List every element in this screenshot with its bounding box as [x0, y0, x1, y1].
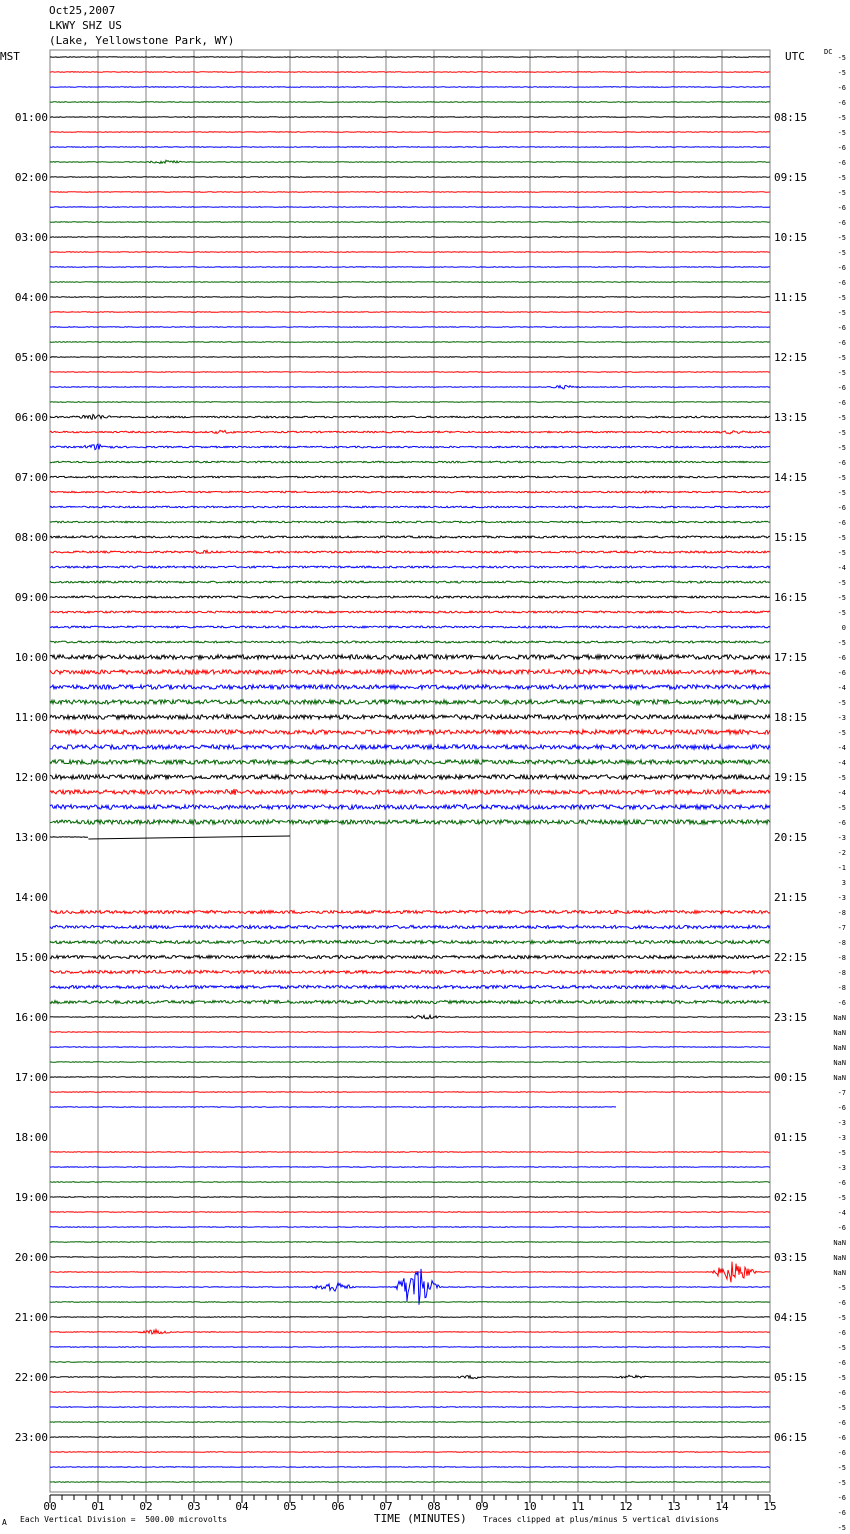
dc-offset-label: -6	[837, 1224, 846, 1232]
right-hour-label: 12:15	[774, 351, 808, 364]
dc-offset-label: -5	[837, 594, 846, 602]
x-tick-label: 12	[619, 1500, 633, 1513]
left-hour-label: 04:00	[14, 291, 48, 304]
left-hour-label: 19:00	[14, 1191, 48, 1204]
trace-line	[50, 685, 770, 690]
x-tick-label: 02	[139, 1500, 153, 1513]
location-label: (Lake, Yellowstone Park, WY)	[49, 34, 235, 47]
trace-line	[50, 1152, 770, 1153]
left-hour-label: 13:00	[14, 831, 48, 844]
left-hour-label: 07:00	[14, 471, 48, 484]
dc-offset-label: -6	[837, 1104, 846, 1112]
x-tick-label: 07	[379, 1500, 393, 1513]
dc-offset-label: -5	[837, 129, 846, 137]
right-hour-label: 09:15	[774, 171, 808, 184]
trace-line	[50, 1375, 770, 1378]
dc-offset-label: -5	[837, 609, 846, 617]
trace-line	[50, 536, 770, 538]
dc-offset-label: -5	[837, 1479, 846, 1487]
dc-offset-label: -5	[837, 474, 846, 482]
trace-line	[50, 1107, 616, 1108]
dc-offset-label: -3	[837, 1119, 846, 1127]
trace-line	[50, 87, 770, 88]
trace-line	[50, 327, 770, 328]
trace-line	[50, 476, 770, 478]
dc-offset-label: -6	[837, 204, 846, 212]
x-tick-label: 09	[475, 1500, 489, 1513]
trace-line	[50, 444, 770, 450]
dc-offset-label: NaN	[833, 1269, 846, 1277]
dc-offset-label: -5	[837, 579, 846, 587]
trace-line	[50, 910, 770, 913]
dc-offset-label: -8	[837, 909, 846, 917]
right-hour-label: 11:15	[774, 291, 808, 304]
right-hour-label: 21:15	[774, 891, 808, 904]
dc-offset-label: -5	[837, 444, 846, 452]
dc-offset-label: -5	[837, 729, 846, 737]
dc-offset-label: NaN	[833, 1044, 846, 1052]
dc-offset-label: -6	[837, 1389, 846, 1397]
right-hour-label: 01:15	[774, 1131, 808, 1144]
right-hour-label: 02:15	[774, 1191, 808, 1204]
trace-line	[50, 581, 770, 583]
right-hour-label: 06:15	[774, 1431, 808, 1444]
dc-offset-label: -6	[837, 1299, 846, 1307]
trace-line	[50, 1392, 770, 1393]
trace-line	[50, 940, 770, 943]
dc-offset-label: -6	[837, 1449, 846, 1457]
trace-line	[50, 357, 770, 358]
dc-offset-label: NaN	[833, 1059, 846, 1067]
trace-line	[50, 955, 770, 958]
dc-offset-label: -6	[837, 1329, 846, 1337]
trace-line	[50, 715, 770, 719]
right-zone-label: UTC	[785, 50, 805, 63]
trace-line	[50, 385, 770, 389]
dc-offset-label: -5	[837, 1374, 846, 1382]
left-hour-label: 01:00	[14, 111, 48, 124]
trace-line	[50, 626, 770, 628]
right-hour-label: 22:15	[774, 951, 808, 964]
dc-offset-label: -5	[837, 189, 846, 197]
trace-line	[50, 491, 770, 493]
trace-line	[50, 402, 770, 403]
dc-offset-label: NaN	[833, 1254, 846, 1262]
dc-offset-label: -6	[837, 654, 846, 662]
x-axis-title: TIME (MINUTES)	[374, 1512, 467, 1525]
dc-offset-label: -3	[837, 894, 846, 902]
dc-offset-label: -5	[837, 1524, 846, 1532]
dc-offset-label: -6	[837, 264, 846, 272]
dc-offset-label: -5	[837, 549, 846, 557]
trace-line	[50, 237, 770, 238]
dc-offset-label: -5	[837, 1464, 846, 1472]
dc-offset-label: -8	[837, 969, 846, 977]
corner-mark: A	[2, 1518, 7, 1527]
trace-line	[50, 461, 770, 463]
right-hour-label: 04:15	[774, 1311, 808, 1324]
dc-offset-label: -6	[837, 159, 846, 167]
left-hour-label: 16:00	[14, 1011, 48, 1024]
dc-offset-label: -3	[837, 834, 846, 842]
left-hour-label: 14:00	[14, 891, 48, 904]
dc-offset-label: -4	[837, 744, 846, 752]
trace-line	[50, 745, 770, 749]
dc-offset-label: -6	[837, 1419, 846, 1427]
dc-offset-label: -8	[837, 954, 846, 962]
trace-line	[50, 192, 770, 193]
dc-offset-label: -6	[837, 459, 846, 467]
station-label: LKWY SHZ US	[49, 19, 122, 32]
trace-line	[50, 521, 770, 523]
trace-line	[50, 207, 770, 208]
dc-offset-label: -5	[837, 1149, 846, 1157]
dc-offset-label: -5	[837, 54, 846, 62]
x-tick-label: 14	[715, 1500, 729, 1513]
trace-line	[50, 1262, 770, 1283]
right-hour-label: 15:15	[774, 531, 808, 544]
right-hour-label: 10:15	[774, 231, 808, 244]
dc-offset-label: -6	[837, 669, 846, 677]
dc-offset-label: NaN	[833, 1029, 846, 1037]
dc-offset-label: -6	[837, 519, 846, 527]
dc-offset-label: -3	[837, 1164, 846, 1172]
dc-offset-label: -8	[837, 939, 846, 947]
dc-label: DC	[824, 48, 833, 56]
trace-line	[50, 57, 770, 58]
dc-offset-label: -4	[837, 684, 846, 692]
dc-offset-label: -7	[837, 924, 846, 932]
left-hour-label: 06:00	[14, 411, 48, 424]
left-hour-label: 08:00	[14, 531, 48, 544]
right-hour-label: 23:15	[774, 1011, 808, 1024]
trace-line	[50, 132, 770, 133]
dc-offset-label: -8	[837, 984, 846, 992]
trace-line	[50, 160, 770, 163]
right-hour-label: 13:15	[774, 411, 808, 424]
left-hour-label: 02:00	[14, 171, 48, 184]
dc-offset-label: -4	[837, 789, 846, 797]
trace-line	[50, 1257, 770, 1258]
trace-line	[50, 297, 770, 298]
trace-line	[50, 430, 770, 433]
dc-offset-label: -6	[837, 84, 846, 92]
dc-offset-label: -6	[837, 819, 846, 827]
dc-offset-label: -5	[837, 804, 846, 812]
dc-offset-label: -5	[837, 309, 846, 317]
trace-line	[50, 1422, 770, 1423]
gap-connector	[88, 836, 290, 839]
dc-offset-label: -5	[837, 174, 846, 182]
left-hour-label: 17:00	[14, 1071, 48, 1084]
left-hour-label: 12:00	[14, 771, 48, 784]
x-tick-label: 06	[331, 1500, 345, 1513]
trace-line	[50, 312, 770, 313]
trace-line	[50, 1347, 770, 1348]
trace-line	[50, 1032, 770, 1033]
dc-offset-label: -6	[837, 1434, 846, 1442]
right-hour-label: 20:15	[774, 831, 808, 844]
trace-line	[50, 506, 770, 508]
dc-offset-label: -7	[837, 1089, 846, 1097]
dc-offset-label: 3	[841, 879, 846, 887]
dc-offset-label: -6	[837, 144, 846, 152]
dc-offset-label: -5	[837, 1284, 846, 1292]
dc-offset-label: -5	[837, 114, 846, 122]
dc-offset-label: -2	[837, 849, 846, 857]
trace-line	[50, 1269, 770, 1305]
dc-offset-label: NaN	[833, 1239, 846, 1247]
trace-line	[50, 252, 770, 253]
dc-offset-label: -6	[837, 1494, 846, 1502]
dc-offset-label: -5	[837, 489, 846, 497]
trace-line	[50, 670, 770, 674]
trace-line	[50, 1077, 770, 1078]
trace-line	[50, 985, 770, 988]
left-hour-label: 15:00	[14, 951, 48, 964]
dc-offset-label: -3	[837, 714, 846, 722]
trace-line	[50, 222, 770, 223]
left-zone-label: MST	[0, 50, 20, 63]
dc-offset-label: -6	[837, 279, 846, 287]
dc-offset-label: -5	[837, 534, 846, 542]
dc-offset-label: -6	[837, 399, 846, 407]
trace-line	[50, 1227, 770, 1228]
trace-line	[50, 970, 770, 973]
trace-line	[50, 804, 770, 809]
trace-line	[50, 730, 770, 734]
dc-offset-label: -5	[837, 354, 846, 362]
trace-line	[50, 415, 770, 420]
trace-line	[50, 1482, 770, 1483]
trace-line	[50, 1452, 770, 1453]
right-hour-label: 08:15	[774, 111, 808, 124]
dc-offset-label: -5	[837, 1344, 846, 1352]
right-hour-label: 14:15	[774, 471, 808, 484]
trace-line	[50, 611, 770, 613]
dc-offset-label: -6	[837, 999, 846, 1007]
trace-line	[50, 775, 770, 779]
trace-line	[50, 1015, 770, 1019]
trace-line	[50, 566, 770, 568]
x-tick-label: 03	[187, 1500, 201, 1513]
left-hour-label: 18:00	[14, 1131, 48, 1144]
x-tick-label: 15	[763, 1500, 777, 1513]
dc-offset-label: -5	[837, 774, 846, 782]
trace-line	[50, 1467, 770, 1468]
trace-line	[50, 1167, 770, 1168]
dc-offset-label: NaN	[833, 1014, 846, 1022]
dc-offset-label: -5	[837, 429, 846, 437]
trace-line	[50, 1197, 770, 1198]
dc-offset-label: -5	[837, 294, 846, 302]
trace-line	[50, 1047, 770, 1048]
x-tick-label: 10	[523, 1500, 537, 1513]
trace-line	[50, 147, 770, 148]
dc-offset-label: -6	[837, 219, 846, 227]
dc-offset-label: -5	[837, 639, 846, 647]
x-tick-label: 00	[43, 1500, 57, 1513]
trace-line	[50, 1000, 770, 1003]
x-tick-label: 05	[283, 1500, 297, 1513]
left-hour-label: 23:00	[14, 1431, 48, 1444]
left-hour-label: 09:00	[14, 591, 48, 604]
dc-offset-label: -1	[837, 864, 846, 872]
right-hour-label: 00:15	[774, 1071, 808, 1084]
trace-line	[50, 1437, 770, 1438]
dc-offset-label: -4	[837, 759, 846, 767]
dc-offset-label: -5	[837, 249, 846, 257]
trace-line	[50, 837, 88, 838]
dc-offset-label: -5	[837, 1194, 846, 1202]
left-hour-label: 22:00	[14, 1371, 48, 1384]
left-hour-label: 10:00	[14, 651, 48, 664]
trace-line	[50, 1242, 770, 1243]
trace-line	[50, 72, 770, 73]
left-hour-label: 03:00	[14, 231, 48, 244]
x-tick-label: 11	[571, 1500, 585, 1513]
dc-offset-label: -6	[837, 99, 846, 107]
trace-line	[50, 177, 770, 178]
trace-line	[50, 1062, 770, 1063]
left-hour-label: 21:00	[14, 1311, 48, 1324]
right-hour-label: 17:15	[774, 651, 808, 664]
trace-line	[50, 925, 770, 928]
trace-line	[50, 789, 770, 795]
dc-offset-label: -3	[837, 1134, 846, 1142]
trace-line	[50, 342, 770, 343]
date-label: Oct25,2007	[49, 4, 116, 17]
trace-line	[50, 267, 770, 268]
right-hour-label: 18:15	[774, 711, 808, 724]
trace-line	[50, 372, 770, 373]
trace-line	[50, 596, 770, 598]
right-hour-label: 19:15	[774, 771, 808, 784]
trace-line	[50, 700, 770, 705]
dc-offset-label: 0	[841, 624, 846, 632]
dc-offset-label: -5	[837, 699, 846, 707]
plot-frame	[50, 50, 770, 1492]
dc-offset-label: -4	[837, 564, 846, 572]
dc-offset-label: NaN	[833, 1074, 846, 1082]
trace-line	[50, 1302, 770, 1303]
scale-note: Each Vertical Division = 500.00 microvolts	[20, 1515, 228, 1524]
trace-line	[50, 1407, 770, 1408]
dc-offset-label: -6	[837, 339, 846, 347]
left-hour-label: 11:00	[14, 711, 48, 724]
dc-offset-label: -6	[837, 504, 846, 512]
dc-offset-label: -5	[837, 369, 846, 377]
trace-line	[50, 820, 770, 824]
trace-line	[50, 1092, 770, 1093]
trace-line	[50, 654, 770, 659]
trace-line	[50, 641, 770, 643]
dc-offset-label: -5	[837, 1314, 846, 1322]
x-tick-label: 04	[235, 1500, 249, 1513]
dc-offset-label: -5	[837, 234, 846, 242]
trace-line	[50, 760, 770, 764]
dc-offset-label: -6	[837, 1509, 846, 1517]
trace-line	[50, 1212, 770, 1213]
right-hour-label: 05:15	[774, 1371, 808, 1384]
right-hour-label: 16:15	[774, 591, 808, 604]
dc-offset-label: -5	[837, 1404, 846, 1412]
trace-line	[50, 1330, 770, 1334]
dc-offset-label: -4	[837, 1209, 846, 1217]
dc-offset-label: -5	[837, 69, 846, 77]
dc-offset-label: -6	[837, 1179, 846, 1187]
dc-offset-label: -6	[837, 1359, 846, 1367]
trace-line	[50, 117, 770, 118]
trace-line	[50, 1317, 770, 1318]
x-tick-label: 13	[667, 1500, 681, 1513]
left-hour-label: 20:00	[14, 1251, 48, 1264]
left-hour-label: 05:00	[14, 351, 48, 364]
dc-offset-label: -5	[837, 414, 846, 422]
trace-line	[50, 102, 770, 103]
trace-line	[50, 282, 770, 283]
x-tick-label: 01	[91, 1500, 105, 1513]
dc-offset-label: -6	[837, 324, 846, 332]
trace-line	[50, 550, 770, 553]
trace-line	[50, 1182, 770, 1183]
dc-offset-label: -6	[837, 384, 846, 392]
right-hour-label: 03:15	[774, 1251, 808, 1264]
trace-line	[50, 1362, 770, 1363]
x-tick-label: 08	[427, 1500, 441, 1513]
clip-note: Traces clipped at plus/minus 5 vertical divisions	[483, 1515, 720, 1524]
